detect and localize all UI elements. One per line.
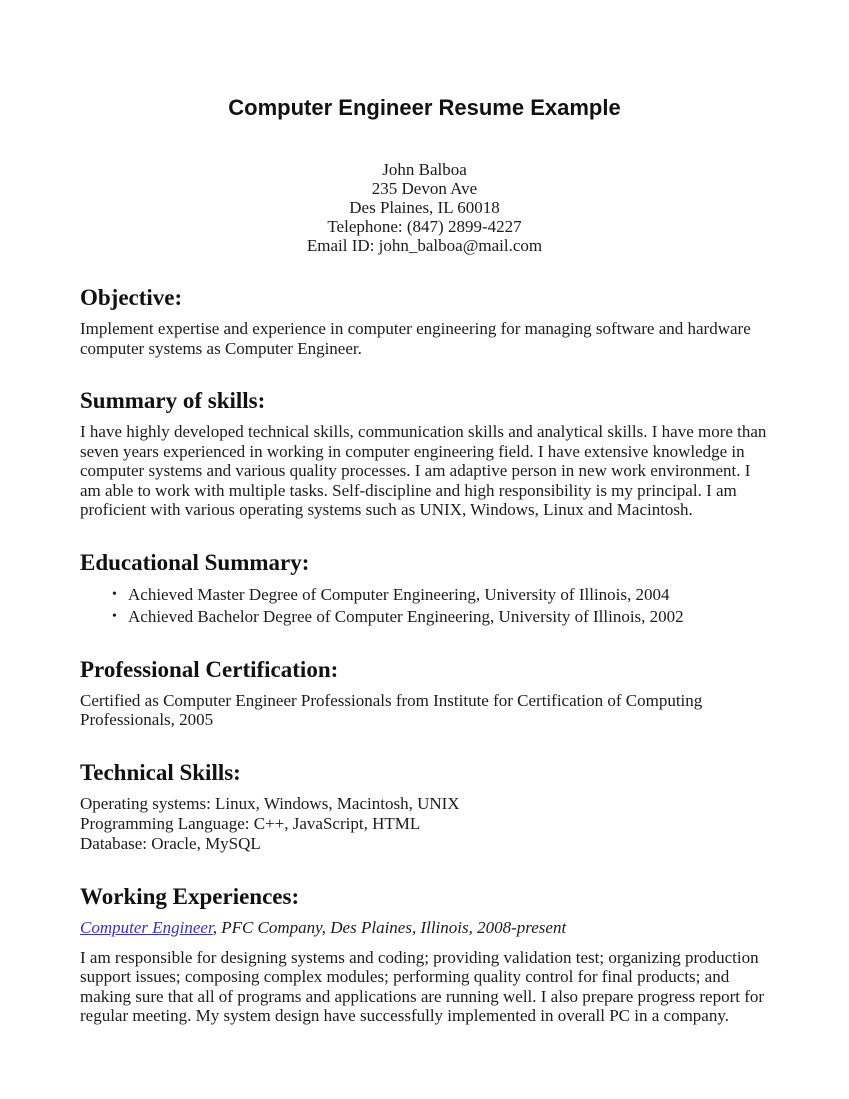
contact-street: 235 Devon Ave xyxy=(371,179,478,198)
job-title-line xyxy=(80,918,769,938)
contact-telephone: Telephone: (847) 2899-4227 xyxy=(327,217,522,236)
certification-body: Certified as Computer Engineer Professionals from Institute for Certification of Computing Professionals, 2005 xyxy=(80,690,703,729)
contact-city: Des Plaines, IL 60018 xyxy=(349,198,500,217)
section-educational-summary xyxy=(80,550,769,627)
summary-heading: Summary of skills: xyxy=(80,388,266,413)
education-item-bachelor: • Achieved Bachelor Degree of Computer Engineering, University of Illinois, 2002 xyxy=(128,606,769,627)
skill-line-database: Database: Oracle, MySQL xyxy=(80,833,261,853)
technical-skill-lines xyxy=(80,794,769,854)
skill-line-operating-systems: Operating systems: Linux, Windows, Macintosh, UNIX xyxy=(80,793,460,813)
objective-body: Implement expertise and experience in computer engineering for managing software and hardware computer systems as Computer Engineer. xyxy=(80,319,751,358)
certification-heading: Professional Certification: xyxy=(80,656,339,682)
page-title: Computer Engineer Resume Example xyxy=(228,95,621,120)
education-bullet-list xyxy=(80,584,769,627)
experience-body: I am responsible for designing systems and coding; providing validation test; organizing production support issues; composing complex modules; performing quality control for final products; and making sure that all of programs and applications are running well. I also prepare progress report for regular meeting. My system design have successfully implemented in overall PC in a company. xyxy=(80,947,765,1025)
experience-heading: Working Experiences: xyxy=(80,883,300,909)
education-item-master: • Achieved Master Degree of Computer Engineering, University of Illinois, 2004 xyxy=(128,584,769,605)
section-technical-skills xyxy=(80,760,769,854)
section-professional-certification xyxy=(80,657,769,730)
section-summary-of-skills xyxy=(80,388,769,520)
education-heading: Educational Summary: xyxy=(80,549,310,575)
section-working-experiences xyxy=(80,884,769,1026)
skill-line-programming-language: Programming Language: C++, JavaScript, HTML xyxy=(80,813,421,833)
summary-body: I have highly developed technical skills, communication skills and analytical skills. I have more than seven years experienced in working in computer engineering field. I have extensive knowledge in computer systems and various quality processes. I am adaptive person in new work environment. I am able to work with multiple tasks. Self-discipline and high responsibility is my principal. I am proficient with various operating systems such as UNIX, Windows, Linux and Macintosh. xyxy=(80,422,767,519)
contact-name: John Balboa xyxy=(382,160,467,179)
objective-heading: Objective: xyxy=(80,285,183,310)
contact-email: Email ID: john_balboa@mail.com xyxy=(306,236,543,255)
job-meta-text: , PFC Company, Des Plaines, Illinois, 2008-present xyxy=(212,917,567,937)
contact-block xyxy=(80,160,769,255)
technical-heading: Technical Skills: xyxy=(80,759,241,785)
section-objective xyxy=(80,285,769,358)
job-title-link[interactable]: Computer Engineer xyxy=(80,917,213,937)
